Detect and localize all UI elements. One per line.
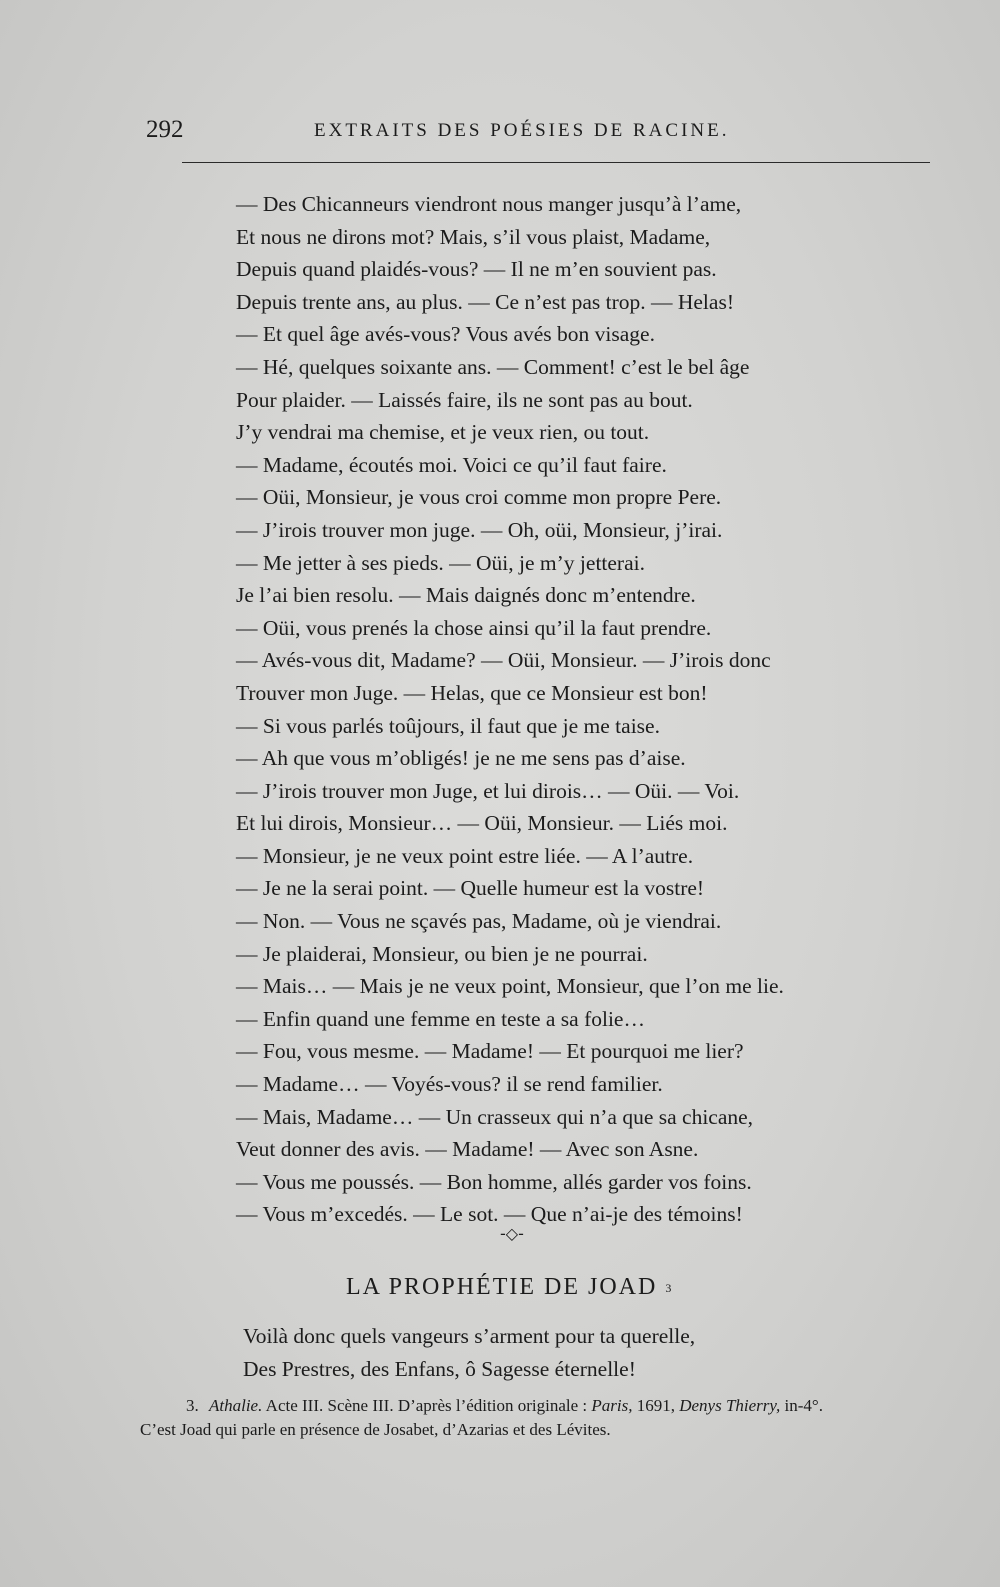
section-title-text: LA PROPHÉTIE DE JOAD — [346, 1274, 658, 1300]
footnote-number: 3. — [186, 1396, 199, 1415]
footnote-reference[interactable]: 3 — [665, 1281, 672, 1295]
footnote-line — [140, 1394, 930, 1418]
verse-line: — Je ne la serai point. — Quelle humeur est la vostre! — [236, 876, 705, 901]
verse-line: — Madame, écoutés moi. Voici ce qu’il faut faire. — [236, 452, 667, 477]
verse-line: — Oüi, Monsieur, je vous croi comme mon propre Pere. — [236, 485, 722, 510]
verse-line: — Fou, vous mesme. — Madame! — Et pourquoi me lier? — [236, 1039, 744, 1064]
verse-line: — Enfin quand une femme en teste a sa folie… — [236, 1006, 645, 1031]
verse-line: Veut donner des avis. — Madame! — Avec son Asne. — [236, 1137, 699, 1162]
verse-line: — Mais, Madame… — Un crasseux qui n’a que sa chicane, — [236, 1104, 754, 1129]
verse-line: — Ah que vous m’obligés! je ne me sens pas d’aise. — [236, 746, 686, 771]
footnote-line: C’est Joad qui parle en présence de Josabet, d’Azarias et des Lévites. — [140, 1420, 611, 1439]
verse-line: — Me jetter à ses pieds. — Oüi, je m’y jetterai. — [236, 550, 645, 575]
section-title — [346, 1274, 671, 1301]
poem-line: Voilà donc quels vangeurs s’arment pour ta querelle, — [243, 1324, 696, 1348]
footnote-format: in-4°. — [784, 1396, 823, 1415]
section-ornament: -◇- — [500, 1224, 524, 1243]
verse-line: Depuis quand plaidés-vous? — Il ne m’en souvient pas. — [236, 257, 717, 282]
page-number: 292 — [146, 116, 184, 143]
verse-line: Pour plaider. — Laissés faire, ils ne sont pas au bout. — [236, 387, 693, 412]
verse-line: — Monsieur, je ne veux point estre liée. — A l’autre. — [236, 843, 694, 868]
verse-line: — J’irois trouver mon Juge, et lui dirois… — Oüi. — Voi. — [236, 778, 740, 803]
running-title: EXTRAITS DES POÉSIES DE RACINE. — [314, 120, 730, 141]
verse-line: — Si vous parlés toûjours, il faut que je me taise. — [236, 713, 660, 738]
verse-line: Depuis trente ans, au plus. — Ce n’est pas trop. — Helas! — [236, 289, 734, 314]
verse-line: — Hé, quelques soixante ans. — Comment! c’est le bel âge — [236, 354, 750, 379]
verse-line: — Vous me poussés. — Bon homme, allés garder vos foins. — [236, 1169, 752, 1194]
poem-opening — [243, 1320, 695, 1385]
footnote-year: 1691, — [636, 1396, 675, 1415]
verse-line: — Non. — Vous ne sçavés pas, Madame, où je viendrai. — [236, 909, 722, 934]
verse-line: — Je plaiderai, Monsieur, ou bien je ne pourrai. — [236, 941, 648, 966]
verse-line: — Avés-vous dit, Madame? — Oüi, Monsieur. — J’irois donc — [236, 648, 771, 673]
verse-line: Je l’ai bien resolu. — Mais daignés donc m’entendre. — [236, 583, 696, 608]
verse-line: Et nous ne dirons mot? Mais, s’il vous plaist, Madame, — [236, 224, 711, 249]
verse-line: — J’irois trouver mon juge. — Oh, oüi, Monsieur, j’irai. — [236, 517, 723, 542]
footnote-text: Acte III. Scène III. D’après l’édition originale : — [265, 1396, 588, 1415]
verse-line: J’y vendrai ma chemise, et je veux rien, ou tout. — [236, 420, 650, 445]
poem-line: Des Prestres, des Enfans, ô Sagesse éternelle! — [243, 1356, 636, 1381]
verse-line: — Mais… — Mais je ne veux point, Monsieur, que l’on me lie. — [236, 974, 784, 999]
verse-line: — Et quel âge avés-vous? Vous avés bon visage. — [236, 322, 655, 347]
footnote-city: Paris, — [591, 1396, 633, 1415]
verse-line: — Vous m’excedés. — Le sot. — Que n’ai-je des témoins! — [236, 1202, 743, 1227]
header-rule — [182, 162, 930, 163]
verse-block — [236, 188, 886, 1231]
verse-line: — Madame… — Voyés-vous? il se rend familier. — [236, 1072, 663, 1097]
verse-line: Et lui dirois, Monsieur… — Oüi, Monsieur. — Liés moi. — [236, 811, 728, 836]
page-header — [146, 116, 922, 148]
footnote — [140, 1394, 930, 1442]
verse-line: Trouver mon Juge. — Helas, que ce Monsieur est bon! — [236, 680, 708, 705]
footnote-work-title: Athalie. — [209, 1396, 263, 1415]
verse-line: — Des Chicanneurs viendront nous manger jusqu’à l’ame, — [236, 192, 742, 216]
verse-line: — Oüi, vous prenés la chose ainsi qu’il la faut prendre. — [236, 615, 712, 640]
footnote-printer: Denys Thierry, — [679, 1396, 781, 1415]
